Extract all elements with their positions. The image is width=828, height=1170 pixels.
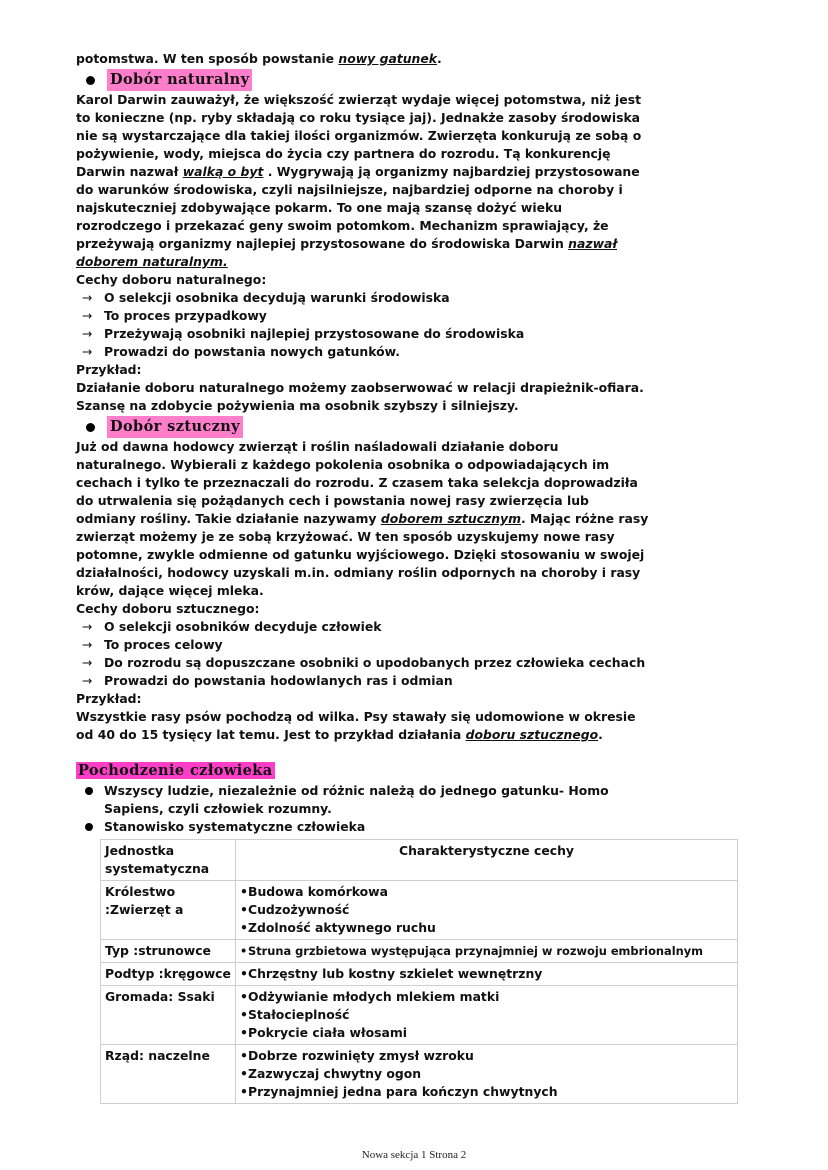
bullet-icon: • <box>240 902 248 917</box>
feature-item <box>240 1024 733 1042</box>
arrow-icon: → <box>82 655 93 670</box>
table-row <box>101 881 738 940</box>
text-line: do warunków środowiska, czyli najsilniejsze, najbardziej odporne na choroby i <box>76 182 623 197</box>
feature-item <box>240 1006 733 1024</box>
arrow-icon: → <box>82 290 93 305</box>
text-line: pożywienie, wody, miejsca do życia czy partnera do rozrodu. Tą konkurencję <box>76 146 611 161</box>
emphasis-term: doborem sztucznym <box>380 511 522 526</box>
text-line: krów, dające więcej mleka. <box>76 583 264 598</box>
text-line: Sapiens, czyli człowiek rozumny. <box>104 801 332 816</box>
feature-item <box>240 883 733 901</box>
table-cell <box>101 963 236 986</box>
feature-item <box>240 942 733 960</box>
feature-text: Przynajmniej jedna para kończyn chwytnych <box>248 1084 558 1099</box>
artificial-selection-paragraph <box>76 438 736 600</box>
feature-text: Chrzęstny lub kostny szkielet wewnętrzny <box>248 966 543 981</box>
bullet-icon: • <box>240 920 248 935</box>
list-item-text: O selekcji osobnika decydują warunki środowiska <box>104 290 450 305</box>
feature-item <box>240 1083 733 1101</box>
artificial-features-title: Cechy doboru sztucznego: <box>76 601 260 616</box>
text-line: Szansę na zdobycie pożywienia ma osobnik szybszy i silniejszy. <box>76 398 519 413</box>
bullet-icon <box>85 787 93 795</box>
feature-text: Pokrycie ciała włosami <box>248 1025 408 1040</box>
emphasis-term: doboru sztucznego <box>465 727 599 742</box>
text-line: Już od dawna hodowcy zwierząt i roślin naśladowali działanie doboru <box>76 439 559 454</box>
artificial-selection-heading <box>76 416 736 438</box>
text-line: naturalnego. Wybierali z każdego pokolenia osobnika o odpowiadających im <box>76 457 610 472</box>
column-header-text: Jednostka systematyczna <box>105 843 210 876</box>
text-line: Karol Darwin zauważył, że większość zwierząt wydaje więcej potomstwa, niż jest <box>76 92 641 107</box>
feature-text: Cudzożywność <box>248 902 350 917</box>
bullet-icon: • <box>240 944 248 958</box>
intro-emphasis: nowy gatunek <box>338 51 438 66</box>
text-line: rozrodczego i przekazać geny swoim potomkom. Mechanizm sprawiający, że <box>76 218 609 233</box>
text-line: Działanie doboru naturalnego możemy zaobserwować w relacji drapieżnik-ofiara. <box>76 380 644 395</box>
natural-selection-heading <box>76 69 736 91</box>
bullet-icon: • <box>240 966 248 981</box>
list-item-text: Do rozrodu są dopuszczane osobniki o upodobanych przez człowieka cechach <box>104 655 646 670</box>
table-cell <box>101 881 236 940</box>
text-line: działalności, hodowcy uzyskali m.in. odmiany roślin odpornych na choroby i rasy <box>76 565 641 580</box>
list-item-text: Prowadzi do powstania hodowlanych ras i odmian <box>104 673 453 688</box>
text-line: Wszystkie rasy psów pochodzą od wilka. Psy stawały się udomowione w okresie <box>76 709 636 724</box>
arrow-icon: → <box>82 637 93 652</box>
feature-item <box>240 901 733 919</box>
text-span: . Wygrywają ją organizmy najbardziej przystosowane <box>263 164 640 179</box>
table-cell <box>101 940 236 963</box>
text-line <box>76 726 736 744</box>
feature-text: Dobrze rozwinięty zmysł wzroku <box>248 1048 474 1063</box>
human-origin-heading <box>76 760 275 782</box>
table-header-row <box>101 840 738 881</box>
arrow-icon: → <box>82 673 93 688</box>
text-line <box>76 235 736 253</box>
text-line <box>76 253 736 271</box>
bullet-icon <box>85 823 93 831</box>
list-item <box>76 818 736 836</box>
bullet-icon: • <box>240 884 248 899</box>
list-item <box>76 636 736 654</box>
artificial-selection-title: Dobór sztuczny <box>107 416 243 438</box>
unit-text: Rząd: naczelne <box>105 1048 210 1063</box>
list-item <box>76 307 736 325</box>
feature-text: Zdolność aktywnego ruchu <box>248 920 436 935</box>
table-cell <box>236 986 738 1045</box>
text-span: . <box>598 727 603 742</box>
text-line: potomne, zwykle odmienne od gatunku wyjściowego. Dzięki stosowaniu w swojej <box>76 547 645 562</box>
natural-selection-title: Dobór naturalny <box>107 69 252 91</box>
column-header-text: Charakterystyczne cechy <box>399 843 574 858</box>
table-row <box>101 963 738 986</box>
text-line: zwierząt możemy je ze sobą krzyżować. W ten sposób uzyskujemy nowe rasy <box>76 529 615 544</box>
column-header <box>101 840 236 881</box>
column-header <box>236 840 738 881</box>
table-cell <box>101 986 236 1045</box>
feature-text: Budowa komórkowa <box>248 884 388 899</box>
table-cell <box>101 1045 236 1104</box>
arrow-icon: → <box>82 344 93 359</box>
text-line: do utrwalenia się pożądanych cech i powstania nowej rasy zwierzęcia lub <box>76 493 589 508</box>
bullet-icon: • <box>240 989 248 1004</box>
list-item-text: To proces celowy <box>104 637 223 652</box>
text-line: Wszyscy ludzie, niezależnie od różnic należą do jednego gatunku- Homo <box>104 783 609 798</box>
unit-text: Gromada: Ssaki <box>105 989 215 1004</box>
feature-text: Struna grzbietowa występująca przynajmniej w rozwoju embrionalnym <box>248 944 704 958</box>
systematics-table <box>100 839 738 1104</box>
list-item-text <box>104 782 609 818</box>
text-line: nie są wystarczające dla takiej ilości organizmów. Zwierzęta konkurują ze sobą o <box>76 128 642 143</box>
text-line: najskuteczniej zdobywające pokarm. To one mają szansę dożyć wieku <box>76 200 563 215</box>
list-item <box>76 654 736 672</box>
natural-example-title: Przykład: <box>76 362 142 377</box>
list-item <box>76 289 736 307</box>
artificial-features-list <box>76 618 736 690</box>
emphasis-term: walką o byt <box>182 164 264 179</box>
natural-selection-paragraph <box>76 91 736 271</box>
table-row <box>101 986 738 1045</box>
feature-text: Zazwyczaj chwytny ogon <box>248 1066 422 1081</box>
bullet-icon <box>86 76 95 85</box>
text-line: to konieczne (np. ryby składają co roku tysiące jaj). Jednakże zasoby środowiska <box>76 110 641 125</box>
feature-item <box>240 919 733 937</box>
text-line: cechach i tylko te przeznaczali do rozrodu. Z czasem taka selekcja doprowadziła <box>76 475 638 490</box>
arrow-icon: → <box>82 619 93 634</box>
feature-item <box>240 1065 733 1083</box>
table-row <box>101 1045 738 1104</box>
list-item-text: To proces przypadkowy <box>104 308 267 323</box>
text-span: . Mając różne rasy <box>521 511 649 526</box>
feature-item <box>240 988 733 1006</box>
table-cell <box>236 963 738 986</box>
text-span: przeżywają organizmy najlepiej przystosowane do środowiska Darwin <box>76 236 569 251</box>
list-item <box>76 618 736 636</box>
bullet-icon <box>86 423 95 432</box>
text-line <box>76 163 736 181</box>
artificial-example-title: Przykład: <box>76 691 142 706</box>
document-page <box>76 50 736 1104</box>
feature-item <box>240 1047 733 1065</box>
text-span: odmiany rośliny. Takie działanie nazywamy <box>76 511 381 526</box>
table-row <box>101 940 738 963</box>
list-item <box>76 325 736 343</box>
feature-item <box>240 965 733 983</box>
list-item <box>76 672 736 690</box>
arrow-icon: → <box>82 326 93 341</box>
unit-text: Podtyp :kręgowce <box>105 966 231 981</box>
bullet-icon: • <box>240 1048 248 1063</box>
intro-text: potomstwa. W ten sposób powstanie <box>76 51 339 66</box>
text-span: Darwin nazwał <box>76 164 183 179</box>
natural-features-list <box>76 289 736 361</box>
bullet-icon: • <box>240 1084 248 1099</box>
list-item-text: O selekcji osobników decyduje człowiek <box>104 619 382 634</box>
list-item <box>76 782 736 818</box>
feature-text: Odżywianie młodych mlekiem matki <box>248 989 500 1004</box>
bullet-icon: • <box>240 1066 248 1081</box>
emphasis-term: doborem naturalnym. <box>76 254 228 269</box>
arrow-icon: → <box>82 308 93 323</box>
natural-features-title: Cechy doboru naturalnego: <box>76 272 267 287</box>
unit-text: Królestwo :Zwierzęt a <box>105 884 184 917</box>
list-item-text: Przeżywają osobniki najlepiej przystosowane do środowiska <box>104 326 525 341</box>
unit-text: Typ :strunowce <box>105 943 211 958</box>
table-cell <box>236 940 738 963</box>
intro-line <box>76 50 736 68</box>
list-item <box>76 343 736 361</box>
intro-end: . <box>437 51 442 66</box>
emphasis-term: nazwał <box>568 236 618 251</box>
page-footer: Nowa sekcja 1 Strona 2 <box>361 1149 467 1161</box>
human-origin-title: Pochodzenie człowieka <box>78 762 273 779</box>
table-cell <box>236 1045 738 1104</box>
text-span: od 40 do 15 tysięcy lat temu. Jest to przykład działania <box>76 727 466 742</box>
text-line <box>76 510 736 528</box>
list-item-text: Prowadzi do powstania nowych gatunków. <box>104 344 400 359</box>
bullet-icon: • <box>240 1025 248 1040</box>
bullet-icon: • <box>240 1007 248 1022</box>
table-cell <box>236 881 738 940</box>
list-item-text: Stanowisko systematyczne człowieka <box>104 819 366 834</box>
feature-text: Stałocieplność <box>248 1007 350 1022</box>
